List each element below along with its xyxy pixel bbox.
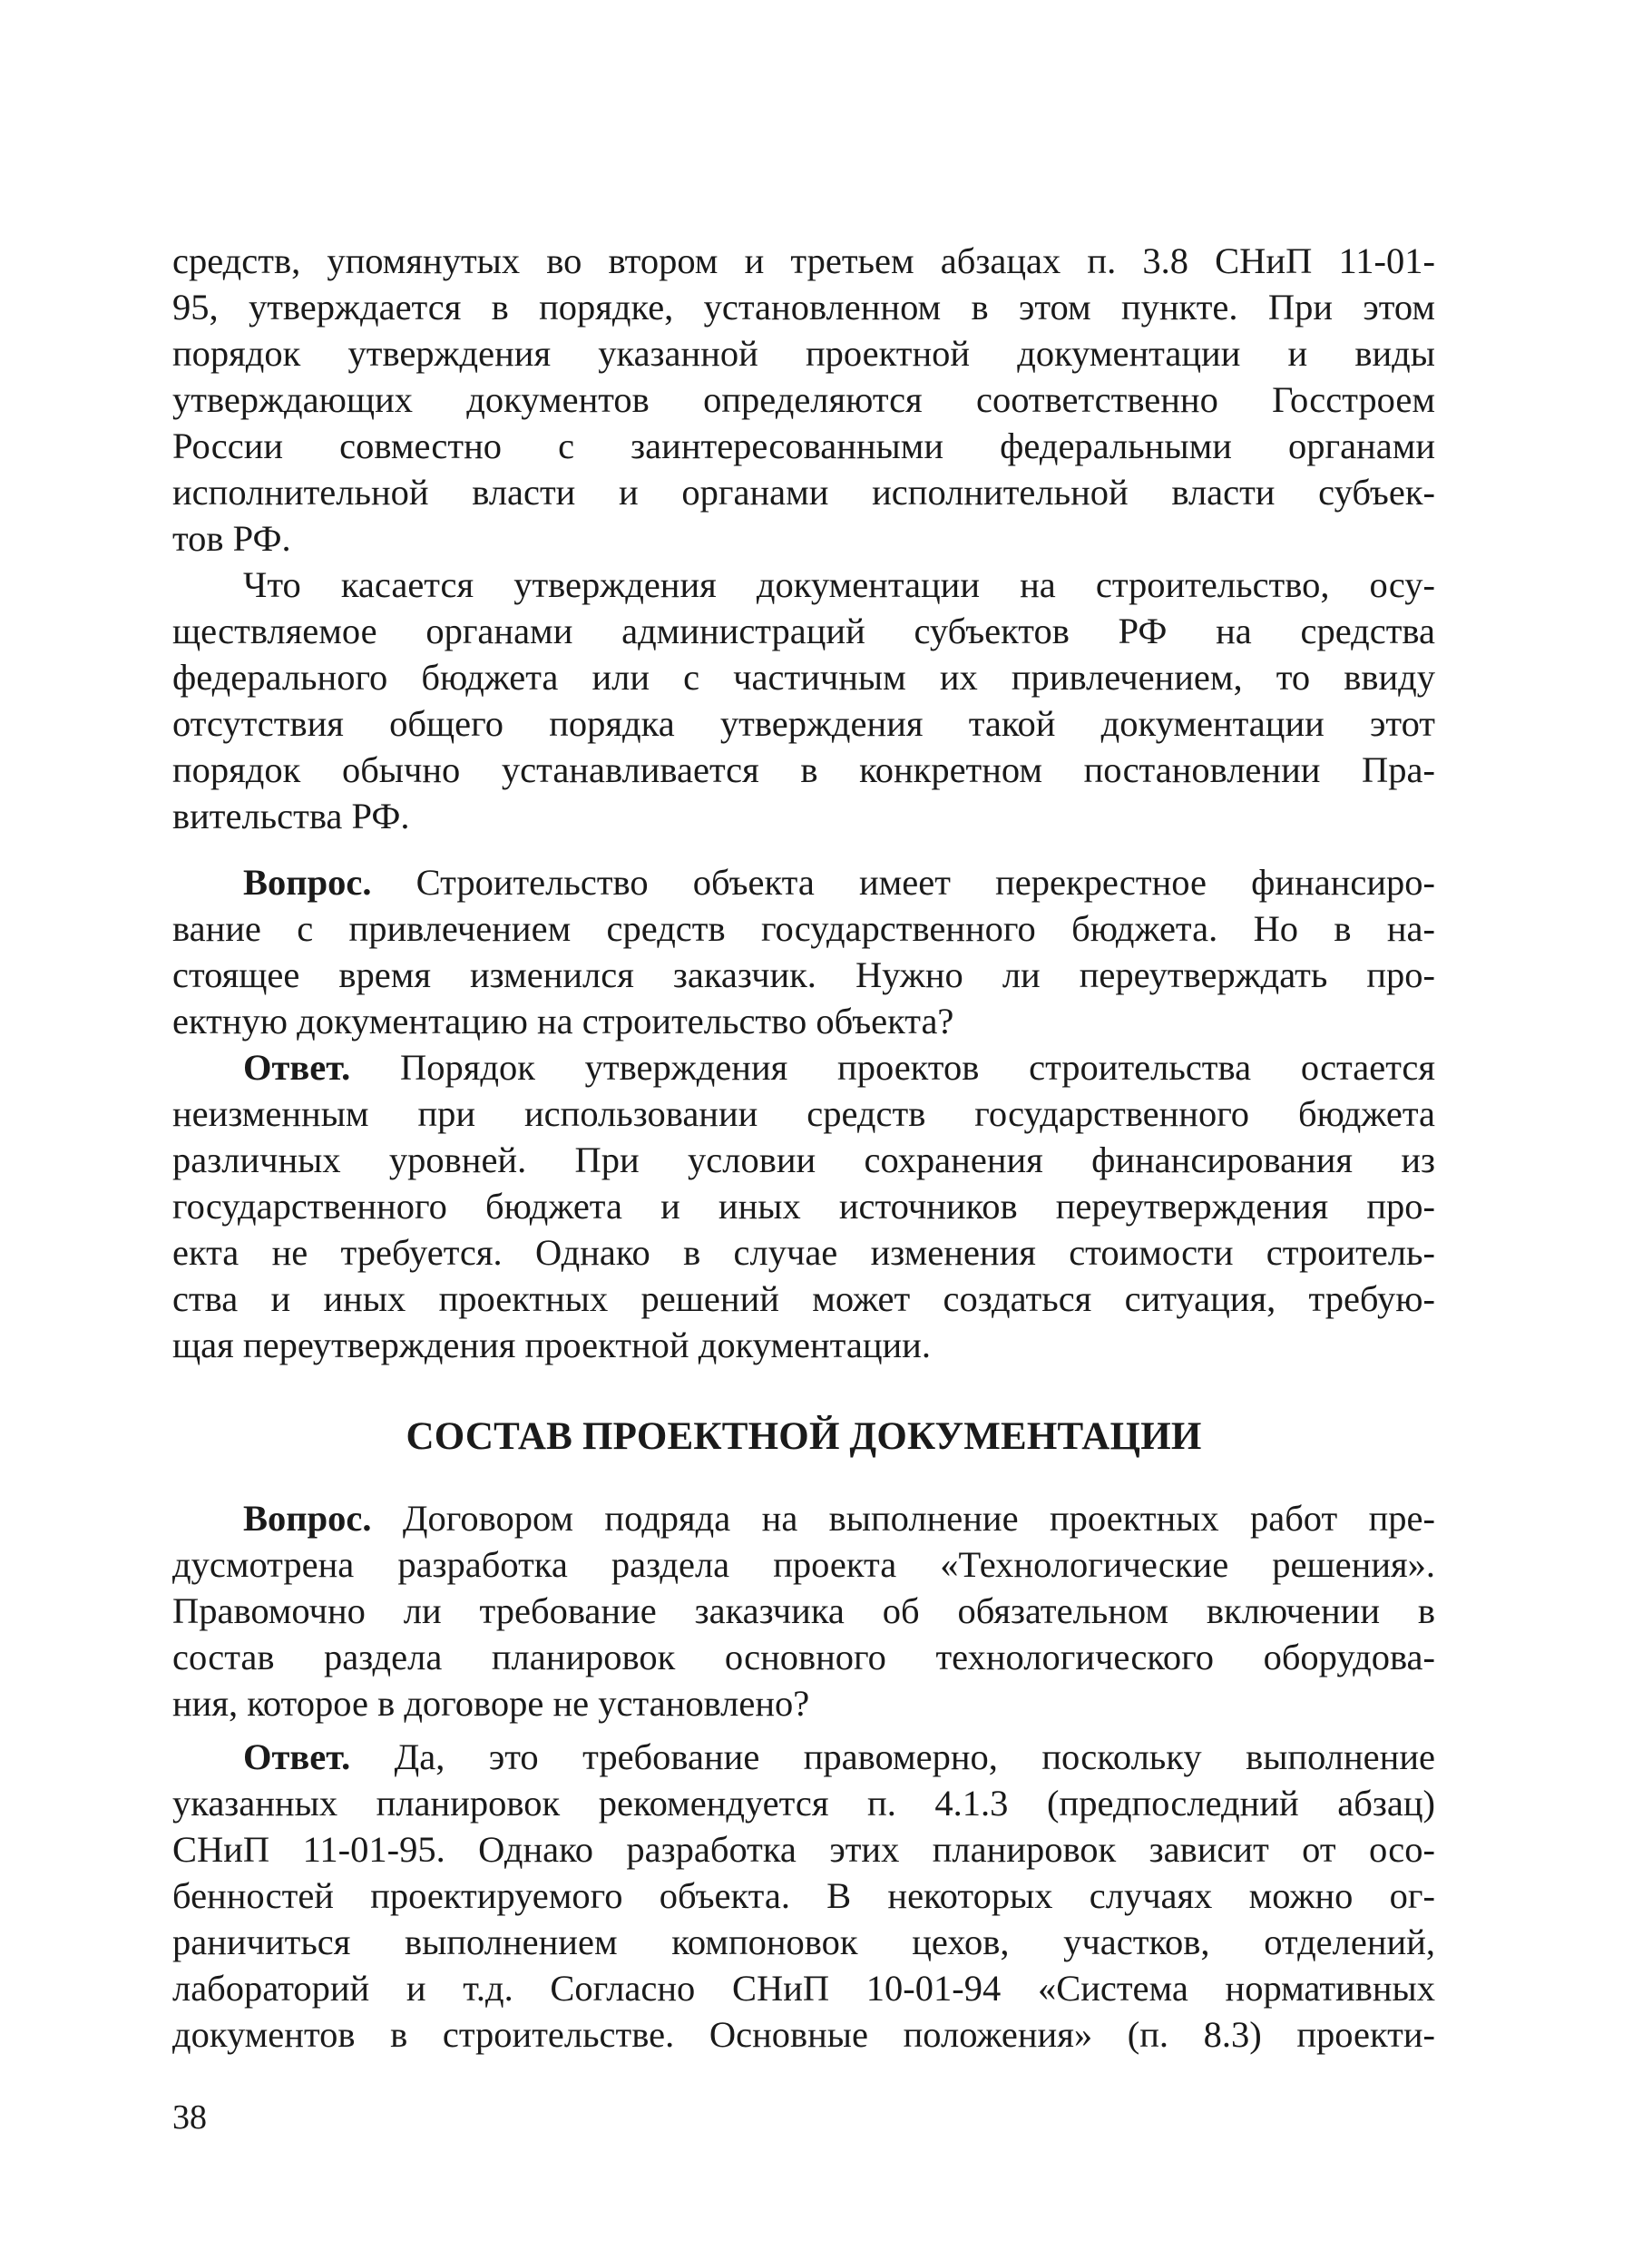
text-line: лабораторий и т.д. Согласно СНиП 10-01-94 «Система нормативных — [172, 1968, 1435, 2009]
text-line: 95, утверждается в порядке, установленном в этом пункте. При этом — [172, 287, 1435, 328]
text-line: отсутствия общего порядка утверждения такой документации этот — [172, 703, 1435, 744]
question-two — [172, 1495, 1435, 1726]
text-line: федерального бюджета или с частичным их привлечением, то ввиду — [172, 657, 1435, 698]
spacer — [172, 1726, 1435, 1734]
page-number: 38 — [172, 2098, 207, 2137]
text-line: государственного бюджета и иных источников переутверждения про- — [172, 1186, 1435, 1227]
paragraph-two — [172, 562, 1435, 839]
text-line — [172, 1044, 1435, 1090]
text-line: щая переутверждения проектной документации. — [172, 1325, 931, 1365]
question-label: Вопрос. — [243, 862, 372, 903]
text-line: дусмотрена разработка раздела проекта «Технологические решения». — [172, 1544, 1435, 1585]
text-line: бенностей проектируемого объекта. В некоторых случаях можно ог- — [172, 1875, 1435, 1916]
text-line: ществляемое органами администраций субъектов РФ на средства — [172, 611, 1435, 651]
text-line: документов в строительстве. Основные положения» (п. 8.3) проекти- — [172, 2014, 1435, 2055]
text-line: раничиться выполнением компоновок цехов, участков, отделений, — [172, 1922, 1435, 1962]
intro-paragraph — [172, 238, 1435, 562]
text-line: исполнительной власти и органами исполнительной власти субъек- — [172, 472, 1435, 513]
text-line: порядок обычно устанавливается в конкретном постановлении Пра- — [172, 749, 1435, 790]
answer-text-start: Порядок утверждения проектов строительства остается — [350, 1047, 1435, 1088]
text-line: указанных планировок рекомендуется п. 4.1.3 (предпоследний абзац) — [172, 1783, 1435, 1824]
answer-text-start: Да, это требование правомерно, поскольку выполнение — [350, 1736, 1435, 1777]
text-line: Правомочно ли требование заказчика об обязательном включении в — [172, 1590, 1435, 1631]
question-text-start: Договором подряда на выполнение проектных работ пре- — [371, 1498, 1435, 1539]
spacer — [172, 839, 1435, 859]
text-line: екта не требуется. Однако в случае изменения стоимости строитель- — [172, 1232, 1435, 1273]
text-line: ства и иных проектных решений может создаться ситуация, требую- — [172, 1278, 1435, 1319]
text-line: утверждающих документов определяются соответственно Госстроем — [172, 379, 1435, 420]
question-text-start: Строительство объекта имеет перекрестное финансиро- — [371, 862, 1435, 903]
question-label: Вопрос. — [243, 1498, 372, 1539]
answer-two — [172, 1734, 1435, 2058]
page-body — [172, 238, 1435, 2058]
answer-one — [172, 1044, 1435, 1368]
text-line: вание с привлечением средств государственного бюджета. Но в на- — [172, 908, 1435, 949]
text-line — [172, 1734, 1435, 1780]
text-line — [172, 1495, 1435, 1541]
text-line: различных уровней. При условии сохранения финансирования из — [172, 1139, 1435, 1180]
text-line: ния, которое в договоре не установлено? — [172, 1683, 810, 1724]
text-line: средств, упомянутых во втором и третьем абзацах п. 3.8 СНиП 11-01- — [172, 240, 1435, 281]
text-line: состав раздела планировок основного технологического оборудова- — [172, 1637, 1435, 1677]
answer-label: Ответ. — [243, 1047, 351, 1088]
section-heading: СОСТАВ ПРОЕКТНОЙ ДОКУМЕНТАЦИИ — [406, 1415, 1202, 1458]
answer-label: Ответ. — [243, 1736, 351, 1777]
text-line: тов РФ. — [172, 518, 291, 559]
text-line: ектную документацию на строительство объекта? — [172, 1001, 954, 1041]
text-line: вительства РФ. — [172, 796, 410, 836]
text-line: СНиП 11-01-95. Однако разработка этих планировок зависит от осо- — [172, 1829, 1435, 1870]
text-line: стоящее время изменился заказчик. Нужно ли переутверждать про- — [172, 954, 1435, 995]
text-line: Что касается утверждения документации на строительство, осу- — [243, 564, 1435, 605]
text-line — [172, 859, 1435, 905]
text-line: России совместно с заинтересованными федеральными органами — [172, 425, 1435, 466]
text-line: порядок утверждения указанной проектной документации и виды — [172, 333, 1435, 374]
question-one — [172, 859, 1435, 1044]
text-line: неизменным при использовании средств государственного бюджета — [172, 1093, 1435, 1134]
